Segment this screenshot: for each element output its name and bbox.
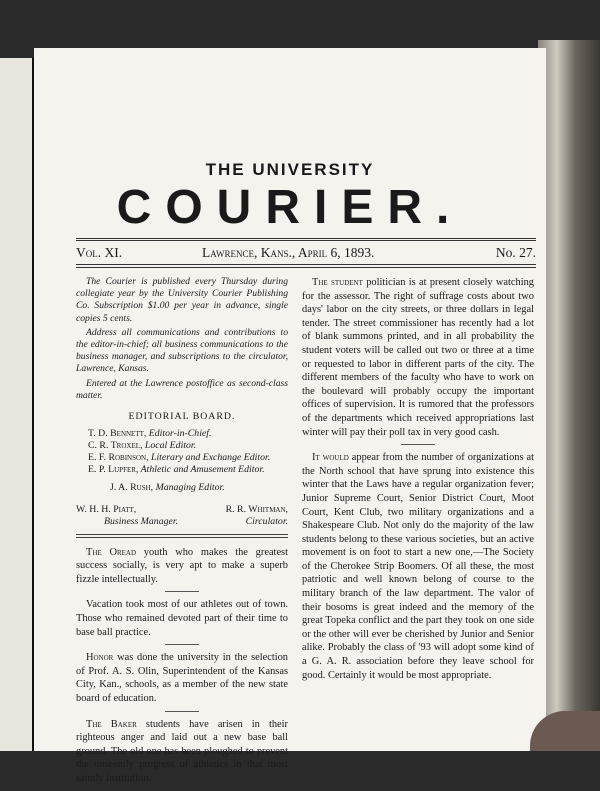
address-notice: Address all communications and contributions to the editor-in-chief; all business communications to the business manager, and subscriptions to the circulator, Lawrence, Kansas.	[76, 326, 288, 375]
section-rule	[76, 534, 288, 538]
separator	[165, 711, 199, 712]
book-fore-edge	[538, 40, 600, 751]
postoffice-notice: Entered at the Lawrence postoffice as second-class matter.	[76, 377, 288, 401]
paragraph: The Oread youth who makes the greatest success socially, is very apt to make a superb fizzle intellectually.	[76, 546, 288, 585]
business-staff	[76, 504, 288, 528]
separator	[165, 591, 199, 592]
place-date: Lawrence, Kans., April 6, 1893.	[202, 245, 375, 260]
publication-notice: The Courier is published every Thursday during collegiate year by the University Courier Publishing Co. Subscription $1.00 per year in advance, single copies 5 cents.	[76, 276, 288, 324]
board-member: E. P. Lupfer, Athletic and Amusement Editor.	[88, 463, 265, 475]
facing-page-edge	[0, 58, 34, 751]
circulator: R. R. Whitman, Circulator.	[225, 503, 288, 527]
top-rule	[76, 238, 536, 239]
separator	[401, 444, 435, 445]
top-rule-2	[76, 240, 536, 241]
board-member: C. R. Troxel, Local Editor.	[88, 439, 197, 451]
separator	[165, 644, 199, 645]
right-column	[302, 276, 534, 687]
business-manager: W. H. H. Piatt, Business Manager.	[76, 503, 179, 527]
board-member: E. F. Robinson, Literary and Exchange Editor.	[88, 451, 271, 463]
paragraph: The Baker students have arisen in their righteous anger and laid out a new base ball ground. The old one has been ploughed to prevent the unseemly progress of athletics in that most saintly institution.	[76, 718, 288, 784]
paragraph: Vacation took most of our athletes out of town. Those who remained devoted part of their time to base ball practice.	[76, 599, 288, 638]
volume: Vol. XI.	[76, 245, 123, 260]
board-member: J. A. Rush, Managing Editor.	[110, 481, 225, 493]
masthead-subtitle: THE UNIVERSITY	[205, 160, 375, 179]
paragraph: It would appear from the number of organizations at the North school that have sprung into existence this winter that the Laws have a regular organization fever; Junior Supreme Court, Senior District Court, Moot Court, Kent Club, two military organizations and a Shakespeare Club. Not only do the majority of the law students belong to these various societies, but an active movement is on foot to start a new one,—The Society of the Cherokee Strip Boomers. Of all these, the most patriotic and well known belong of course to the military branch of the law department. The valor of their bosoms is great indeed and the memory of the great Topeka conflict and the part they took on one side or the other will ever be cherished by Junior and Senior alike. Probably the class of '93 will adopt some kind of a G. A. R. association before they leave school for good. Certainly it would be most appropriate.	[302, 452, 534, 681]
masthead-title: COURIER.	[116, 181, 464, 234]
left-column	[76, 276, 288, 791]
paragraph: The student politician is at present closely watching for the assessor. The right of suffrage costs about two days' labor on the city streets, or three dollars in legal tender. The street commissioner has recently had a lot of blank summons printed, and in all probability the student voters will be called out two or three at a time or requested to labor in different parts of the city. The different members of the faculty who have to work on the boulevard will probably occupy the important offices of supervision. It is rumored that the professors of the departments which received appropriations last winter will pay their poll tax in very good cash.	[302, 277, 534, 438]
issue-rule	[76, 264, 536, 265]
editorial-board-heading: EDITORIAL BOARD.	[128, 411, 236, 423]
board-member: T. D. Bennett, Editor-in-Chief.	[88, 427, 212, 439]
issue-rule-2	[76, 267, 536, 268]
paragraph: Honor was done the university in the selection of Prof. A. S. Olin, Superintendent of the Kansas City, Kan., schools, as a member of the new state board of education.	[76, 652, 288, 704]
newspaper-page	[34, 48, 546, 784]
issue-number: No. 27.	[495, 245, 536, 260]
